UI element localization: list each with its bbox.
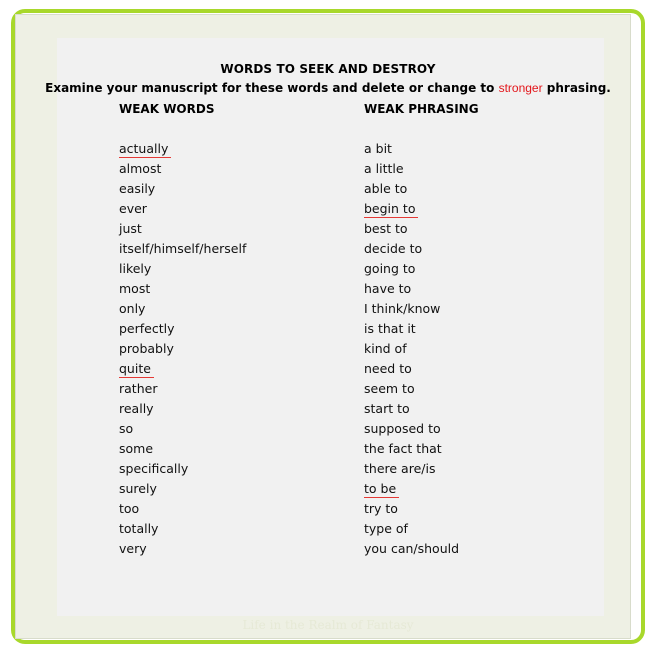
weak-phrase-text: begin to: [364, 201, 418, 218]
watermark: Life in the Realm of Fantasy: [242, 618, 414, 632]
weak-word-text: surely: [119, 481, 157, 496]
weak-words-header: WEAK WORDS: [119, 102, 215, 116]
weak-word-text: most: [119, 281, 151, 296]
weak-phrase-item: [364, 520, 459, 540]
weak-phrase-item: [364, 360, 459, 380]
weak-word-text: itself/himself/herself: [119, 241, 247, 256]
weak-phrase-text: there are/is: [364, 461, 436, 476]
weak-phrase-text: have to: [364, 281, 412, 296]
weak-words-list: [119, 140, 246, 560]
weak-word-text: so: [119, 421, 134, 436]
weak-phrase-text: a little: [364, 161, 404, 176]
instruction-line: [0, 81, 656, 95]
weak-word-text: totally: [119, 521, 159, 536]
weak-word-text: actually: [119, 141, 171, 158]
weak-word-item: [119, 400, 246, 420]
weak-word-text: only: [119, 301, 146, 316]
weak-word-item: [119, 360, 246, 380]
weak-phrase-text: seem to: [364, 381, 415, 396]
weak-word-item: [119, 380, 246, 400]
weak-phrase-text: able to: [364, 181, 408, 196]
weak-word-text: ever: [119, 201, 147, 216]
weak-word-item: [119, 460, 246, 480]
weak-phrase-text: try to: [364, 501, 398, 516]
weak-phrase-item: [364, 300, 459, 320]
weak-word-item: [119, 300, 246, 320]
weak-word-text: probably: [119, 341, 174, 356]
instruction-text-end: phrasing.: [542, 81, 611, 95]
weak-phrase-text: decide to: [364, 241, 423, 256]
weak-word-text: perfectly: [119, 321, 175, 336]
weak-word-item: [119, 340, 246, 360]
weak-phrase-text: a bit: [364, 141, 392, 156]
weak-phrase-item: [364, 240, 459, 260]
weak-word-item: [119, 540, 246, 560]
weak-phrase-text: start to: [364, 401, 410, 416]
weak-phrasing-list: [364, 140, 459, 560]
weak-phrase-item: [364, 180, 459, 200]
weak-word-item: [119, 500, 246, 520]
weak-word-item: [119, 140, 246, 160]
weak-phrasing-header: WEAK PHRASING: [364, 102, 479, 116]
weak-phrase-item: [364, 480, 459, 500]
weak-phrase-item: [364, 320, 459, 340]
weak-word-text: specifically: [119, 461, 189, 476]
weak-phrase-item: [364, 280, 459, 300]
weak-word-item: [119, 220, 246, 240]
weak-phrase-text: is that it: [364, 321, 416, 336]
weak-phrase-item: [364, 440, 459, 460]
instruction-highlight-word: stronger: [498, 81, 543, 95]
weak-word-text: very: [119, 541, 147, 556]
weak-phrase-text: need to: [364, 361, 412, 376]
weak-phrase-item: [364, 340, 459, 360]
weak-word-text: some: [119, 441, 154, 456]
weak-word-text: just: [119, 221, 142, 236]
weak-word-item: [119, 280, 246, 300]
weak-phrase-item: [364, 460, 459, 480]
weak-phrase-item: [364, 540, 459, 560]
weak-phrase-item: [364, 400, 459, 420]
weak-phrase-item: [364, 420, 459, 440]
weak-phrase-item: [364, 260, 459, 280]
weak-word-text: almost: [119, 161, 162, 176]
weak-phrase-text: type of: [364, 521, 408, 536]
weak-phrase-item: [364, 220, 459, 240]
weak-word-item: [119, 480, 246, 500]
weak-word-item: [119, 200, 246, 220]
page-title: WORDS TO SEEK AND DESTROY: [220, 62, 436, 76]
weak-phrase-item: [364, 500, 459, 520]
weak-word-item: [119, 180, 246, 200]
weak-phrase-item: [364, 200, 459, 220]
weak-word-item: [119, 240, 246, 260]
weak-phrase-text: supposed to: [364, 421, 441, 436]
weak-phrase-text: you can/should: [364, 541, 460, 556]
weak-word-item: [119, 440, 246, 460]
weak-word-item: [119, 320, 246, 340]
weak-phrase-text: best to: [364, 221, 408, 236]
weak-word-item: [119, 420, 246, 440]
weak-word-text: quite: [119, 361, 154, 378]
instruction-text-start: Examine your manuscript for these words and delete or change to: [45, 81, 499, 95]
weak-word-text: easily: [119, 181, 156, 196]
weak-word-text: really: [119, 401, 154, 416]
weak-phrase-text: going to: [364, 261, 416, 276]
weak-phrase-text: I think/know: [364, 301, 441, 316]
weak-word-item: [119, 520, 246, 540]
weak-phrase-item: [364, 140, 459, 160]
weak-word-item: [119, 260, 246, 280]
weak-phrase-item: [364, 160, 459, 180]
weak-word-item: [119, 160, 246, 180]
weak-phrase-text: the fact that: [364, 441, 442, 456]
weak-word-text: rather: [119, 381, 158, 396]
weak-word-text: likely: [119, 261, 152, 276]
weak-phrase-item: [364, 380, 459, 400]
weak-word-text: too: [119, 501, 140, 516]
weak-phrase-text: kind of: [364, 341, 407, 356]
weak-phrase-text: to be: [364, 481, 399, 498]
